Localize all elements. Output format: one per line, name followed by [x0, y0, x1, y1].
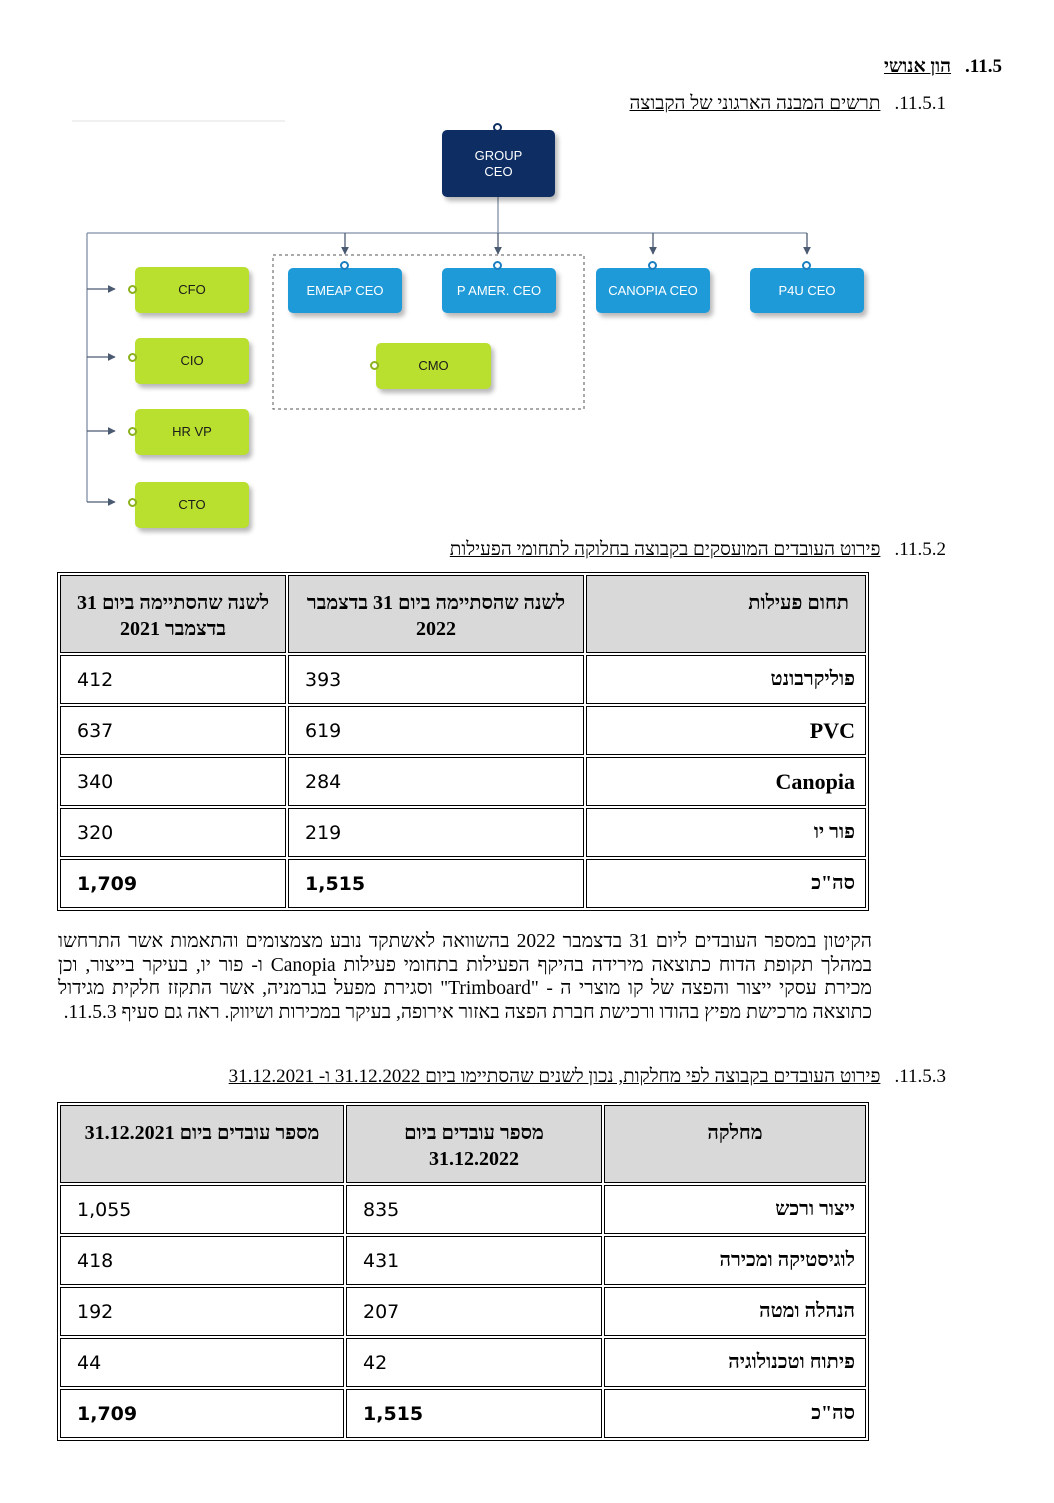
hr-vp-label: HR VP — [172, 424, 212, 439]
value-2021: 637 — [60, 706, 286, 755]
subsection-title: תרשים המבנה הארגוני של הקבוצה — [629, 93, 881, 114]
value-2021: 418 — [60, 1236, 344, 1285]
cfo-label: CFO — [178, 282, 206, 297]
canopia-ceo-box — [596, 268, 710, 313]
cfo-connector-icon — [128, 285, 137, 294]
cmo-box — [376, 343, 491, 389]
subsection-number: 11.5.2. — [894, 539, 946, 560]
subsection-title: פירוט העובדים המועסקים בקבוצה בחלוקה לתחומי הפעילות — [449, 539, 881, 560]
hr-vp-connector-icon — [128, 427, 137, 436]
explanation-paragraph: הקיטון במספר העובדים ליום 31 בדצמבר 2022 בהשוואה לאשתקד נובע מצמצומים והתאמות אשר התרחשו במהלך תקופת הדוח כתוצאה מירידה בהיקף הפעילות בתחומי פעילות Canopia ו- פור יו, בעיקר בייצור, וכן מכירת עסקי ייצור והפצה של קו מוצרי ה - "Trimboard" וסגירת מפעל בגרמניה, אשר התקזז חלקית מגידול כתוצאה מרכישת מפיץ בהודו ורכישת חברת הפצה באזור אירופה, בעיקר במכירות ושיווק. ראה גם סעיף 11.5.3. — [58, 931, 872, 1023]
header-cell: תחום פעילות — [586, 575, 866, 653]
row-label: פוליקרבונט — [586, 655, 866, 704]
table-header-row — [60, 1105, 866, 1183]
row-label: PVC — [586, 706, 866, 755]
employees-by-department-table — [57, 1102, 869, 1441]
group-ceo-connector-icon — [493, 123, 502, 132]
row-label: ייצור ורכש — [604, 1185, 866, 1234]
subsection-title: פירוט העובדים בקבוצה לפי מחלקות, נכון לשנים שהסתיימו ביום 31.12.2022 ו- 31.12.2021 — [228, 1066, 881, 1087]
org-chart — [0, 112, 1054, 542]
group-ceo-line2: CEO — [484, 163, 513, 179]
p4u-ceo-label: P4U CEO — [778, 282, 836, 298]
employees-by-segment-table — [57, 572, 869, 911]
header-cell: מספר עובדים ביום 31.12.2021 — [60, 1105, 344, 1183]
subsection-number: 11.5.3. — [894, 1066, 946, 1087]
table-row — [60, 655, 866, 704]
p-amer-ceo-label: P AMER. CEO — [456, 282, 542, 298]
p-amer-ceo-box — [442, 268, 556, 313]
group-ceo-line1: GROUP — [474, 147, 523, 163]
subsection-heading-2 — [450, 539, 946, 561]
cmo-label: CMO — [418, 358, 449, 373]
table-row — [60, 1287, 866, 1336]
cto-connector-icon — [128, 498, 137, 507]
p4u-ceo-box — [750, 268, 864, 313]
emeap-ceo-box — [288, 268, 402, 313]
value-2022: 431 — [346, 1236, 602, 1285]
section-heading — [884, 56, 1002, 78]
value-2021: 192 — [60, 1287, 344, 1336]
value-2022: 1,515 — [288, 859, 584, 908]
row-label: סה"כ — [604, 1389, 866, 1438]
value-2021: 320 — [60, 808, 286, 857]
value-2021: 1,709 — [60, 1389, 344, 1438]
value-2021: 44 — [60, 1338, 344, 1387]
value-2022: 835 — [346, 1185, 602, 1234]
group-ceo-box — [442, 130, 555, 197]
row-label: לוגיסטיקה ומכירה — [604, 1236, 866, 1285]
canopia-ceo-connector-icon — [648, 261, 657, 270]
value-2021: 1,709 — [60, 859, 286, 908]
section-title: הון אנושי — [883, 56, 952, 77]
row-label: פור יו — [586, 808, 866, 857]
cfo-box — [135, 267, 249, 313]
table-header-row — [60, 575, 866, 653]
row-label: פיתוח וטכנולוגיה — [604, 1338, 866, 1387]
cio-label: CIO — [180, 353, 204, 368]
p4u-ceo-connector-icon — [802, 261, 811, 270]
value-2022: 219 — [288, 808, 584, 857]
emeap-ceo-label: EMEAP CEO — [306, 282, 384, 298]
table-total-row — [60, 1389, 866, 1438]
header-cell: לשנה שהסתיימה ביום 31 בדצמבר 2022 — [288, 575, 584, 653]
cto-box — [135, 482, 249, 528]
cmo-connector-icon — [370, 361, 379, 370]
cio-connector-icon — [128, 353, 137, 362]
value-2021: 412 — [60, 655, 286, 704]
table-row — [60, 1236, 866, 1285]
table-total-row — [60, 859, 866, 908]
table-row — [60, 808, 866, 857]
row-label: Canopia — [586, 757, 866, 806]
cio-box — [135, 338, 249, 384]
cto-label: CTO — [178, 497, 206, 512]
hr-vp-box — [135, 409, 249, 455]
value-2022: 207 — [346, 1287, 602, 1336]
table-row — [60, 757, 866, 806]
value-2022: 42 — [346, 1338, 602, 1387]
subsection-number: 11.5.1. — [894, 93, 946, 114]
row-label: הנהלה ומטה — [604, 1287, 866, 1336]
value-2021: 340 — [60, 757, 286, 806]
value-2022: 393 — [288, 655, 584, 704]
value-2022: 1,515 — [346, 1389, 602, 1438]
section-number: 11.5. — [965, 56, 1002, 77]
header-cell: מספר עובדים ביום 31.12.2022 — [346, 1105, 602, 1183]
emeap-ceo-connector-icon — [340, 261, 349, 270]
value-2021: 1,055 — [60, 1185, 344, 1234]
value-2022: 619 — [288, 706, 584, 755]
canopia-ceo-label: CANOPIA CEO — [608, 282, 698, 298]
header-cell: מחלקה — [604, 1105, 866, 1183]
row-label: סה"כ — [586, 859, 866, 908]
table-row — [60, 1185, 866, 1234]
header-cell: לשנה שהסתיימה ביום 31 בדצמבר 2021 — [60, 575, 286, 653]
table-row — [60, 1338, 866, 1387]
subsection-heading-3 — [229, 1066, 946, 1088]
value-2022: 284 — [288, 757, 584, 806]
table-row — [60, 706, 866, 755]
p-amer-ceo-connector-icon — [493, 261, 502, 270]
